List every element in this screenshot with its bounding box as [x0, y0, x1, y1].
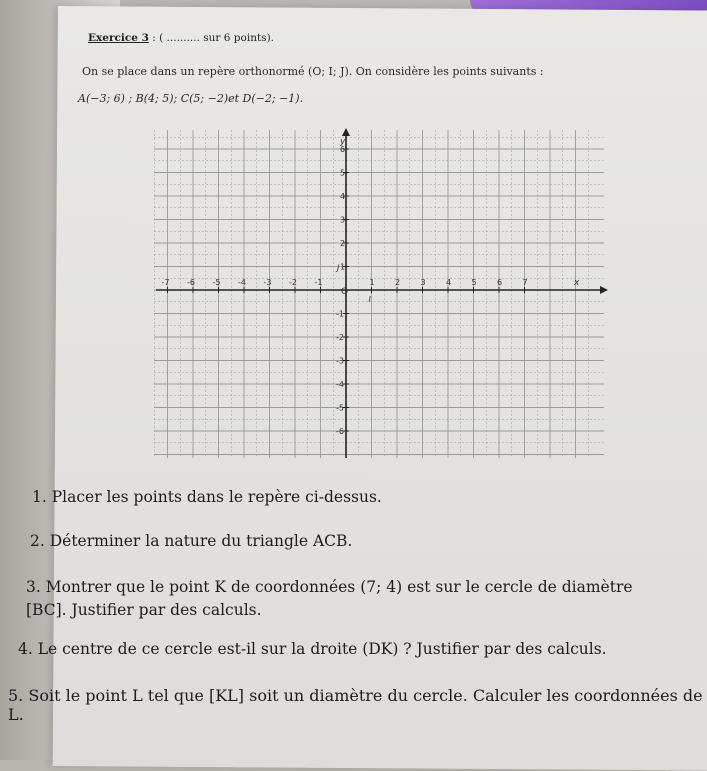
x-tick-label: -4	[238, 278, 246, 287]
y-tick-label: 6	[340, 145, 346, 154]
y-axis-arrow-icon	[342, 128, 350, 136]
x-tick-label: -7	[161, 278, 170, 287]
question-3: 3. Montrer que le point K de coordonnées (7; 4) est sur le cercle de diamètre [BC]. Justifier par des calculs.	[26, 578, 633, 619]
exercise-points: : ( .......... sur 6 points).	[152, 32, 275, 44]
y-axis-label: y	[340, 137, 346, 147]
x-tick-label: -2	[289, 278, 297, 287]
x-axis-label: x	[574, 278, 580, 288]
y-tick-label: 2	[340, 239, 346, 248]
x-tick-label: -1	[314, 278, 323, 287]
intro-text: On se place dans un repère orthonormé (O; I; J). On considère les points suivants :	[82, 65, 544, 78]
question-1: 1. Placer les points dans le repère ci-dessus.	[32, 488, 382, 506]
x-axis-arrow-icon	[600, 286, 608, 294]
x-tick-label: -6	[187, 278, 195, 287]
y-tick-label: 3	[340, 215, 346, 225]
y-tick-label: -6	[336, 427, 344, 436]
y-tick-label: -4	[336, 380, 344, 389]
points-list: A(−3; 6) ; B(4; 5); C(5; −2)et D(−2; −1).	[78, 92, 304, 105]
x-tick-label: 5	[471, 278, 477, 287]
y-tick-label: -1	[336, 309, 344, 319]
origin-label: O	[341, 287, 349, 297]
j-label: J	[337, 263, 340, 273]
y-tick-label: 4	[340, 192, 346, 201]
x-tick-label: 2	[395, 278, 401, 287]
coordinate-grid	[150, 126, 610, 466]
i-label: I	[368, 295, 371, 304]
exercise-title: Exercice 3	[88, 32, 149, 44]
y-tick-label: 5	[340, 168, 346, 178]
x-tick-label: 6	[497, 278, 503, 287]
x-tick-label: 3	[420, 278, 426, 287]
y-tick-label: -3	[336, 356, 344, 366]
y-tick-label: 1	[340, 262, 346, 272]
exercise-header	[88, 32, 274, 44]
question-5: 5. Soit le point L tel que [KL] soit un diamètre du cercle. Calculer les coordonnées de L.	[8, 686, 703, 724]
y-tick-label: -5	[336, 403, 344, 413]
y-tick-label: -2	[336, 333, 344, 342]
x-tick-label: 1	[369, 278, 375, 287]
x-tick-label: -3	[263, 278, 272, 287]
x-tick-label: 4	[446, 278, 452, 287]
grid-svg	[150, 126, 610, 462]
question-2: 2. Déterminer la nature du triangle ACB.	[30, 532, 353, 550]
question-4: 4. Le centre de ce cercle est-il sur la droite (DK) ? Justifier par des calculs.	[18, 640, 607, 658]
x-tick-label: -5	[212, 278, 221, 287]
x-tick-label: 7	[522, 278, 528, 287]
